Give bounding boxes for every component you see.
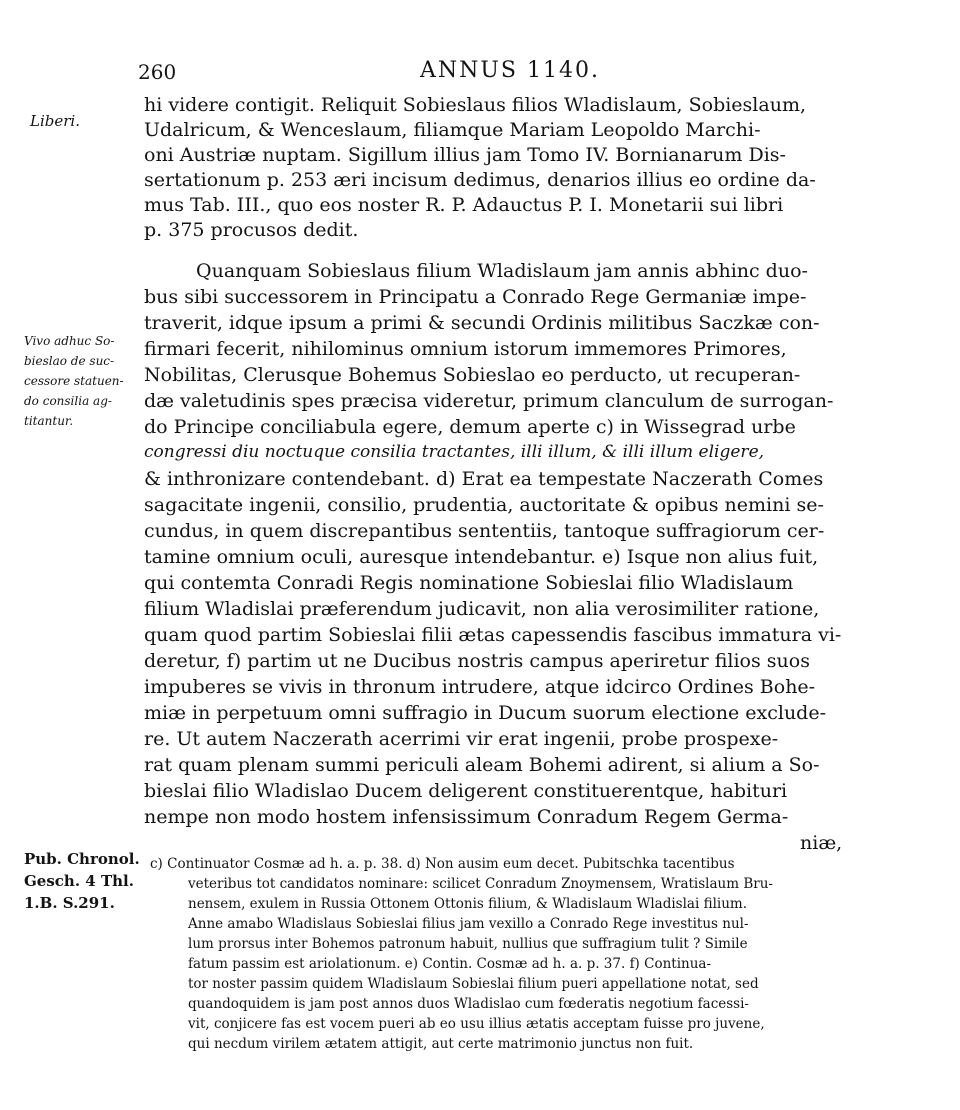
- source-note-line: Pub. Chronol.: [24, 850, 140, 868]
- catchword: niæ,: [800, 832, 843, 854]
- text-line: mus Tab. III., quo eos noster R. P. Adauctus P. I. Monetarii sui libri: [144, 194, 784, 216]
- margin-note-liberi: Liberi.: [30, 112, 80, 130]
- text-line: traverit, idque ipsum a primi & secundi Ordinis militibus Saczkæ con-: [144, 312, 820, 334]
- text-line: miæ in perpetuum omni suffragio in Ducum suorum electione exclude-: [144, 702, 827, 724]
- footnote-line: c) Continuator Cosmæ ad h. a. p. 38. d) Non ausim eum decet. Pubitschka tacentibus: [150, 856, 735, 872]
- text-line: rat quam plenam summi periculi aleam Bohemi adirent, si alium a So-: [144, 754, 820, 776]
- page-number: 260: [138, 60, 177, 84]
- text-line: filium Wladislai præferendum judicavit, non alia verosimiliter ratione,: [144, 598, 820, 620]
- text-line: do Principe conciliabula egere, demum aperte c) in Wissegrad urbe: [144, 416, 796, 438]
- footnote-line: lum prorsus inter Bohemos patronum habuit, nullius que suffragium tulit ? Simile: [188, 936, 748, 952]
- text-line: sagacitate ingenii, consilio, prudentia, auctoritate & opibus nemini se-: [144, 494, 824, 516]
- text-line: oni Austriæ nuptam. Sigillum illius jam Tomo IV. Bornianarum Dis-: [144, 144, 786, 166]
- footnote-line: Anne amabo Wladislaus Sobieslai filius jam vexillo a Conrado Rege investitus nul-: [188, 916, 749, 932]
- margin-note-line: do consilia ag-: [24, 394, 112, 408]
- text-line: firmari fecerit, nihilominus omnium istorum immemores Primores,: [144, 338, 787, 360]
- margin-note-line: bieslao de suc-: [24, 354, 115, 368]
- footnote-line: nensem, exulem in Russia Ottonem Ottonis filium, & Wladislaum Wladislai filium.: [188, 896, 747, 912]
- margin-note-line: titantur.: [24, 414, 74, 428]
- text-line: re. Ut autem Naczerath acerrimi vir erat ingenii, probe prospexe-: [144, 728, 779, 750]
- margin-note-line: cessore statuen-: [24, 374, 124, 388]
- text-line: Quanquam Sobieslaus filium Wladislaum jam annis abhinc duo-: [196, 260, 808, 282]
- footnote-line: quandoquidem is jam post annos duos Wladislao cum fœderatis negotium facessi-: [188, 996, 749, 1012]
- source-note-line: Gesch. 4 Thl.: [24, 872, 134, 890]
- source-note-line: 1.B. S.291.: [24, 894, 115, 912]
- footnote-line: qui necdum virilem ætatem attigit, aut certe matrimonio junctus non fuit.: [188, 1036, 694, 1052]
- text-line: bus sibi successorem in Principatu a Conrado Rege Germaniæ impe-: [144, 286, 807, 308]
- footnote-line: tor noster passim quidem Wladislaum Sobieslai filium pueri appellatione notat, sed: [188, 976, 759, 992]
- margin-note-line: Vivo adhuc So-: [24, 334, 115, 348]
- text-line: impuberes se vivis in thronum intrudere, atque idcirco Ordines Bohe-: [144, 676, 816, 698]
- text-line: Nobilitas, Clerusque Bohemus Sobieslao eo perducto, ut recuperan-: [144, 364, 801, 386]
- text-line: & inthronizare contendebant. d) Erat ea tempestate Naczerath Comes: [144, 468, 824, 490]
- text-line: deretur, f) partim ut ne Ducibus nostris campus aperiretur filios suos: [144, 650, 810, 672]
- footnote-line: vit, conjicere fas est vocem pueri ab eo usu illius ætatis acceptam fuisse pro juvene,: [188, 1016, 765, 1032]
- text-line: bieslai filio Wladislao Ducem deligerent constituerentque, habituri: [144, 780, 788, 802]
- text-line: p. 375 procusos dedit.: [144, 219, 359, 241]
- text-line: quam quod partim Sobieslai filii ætas capessendis fascibus immatura vi-: [144, 624, 842, 646]
- text-line: dæ valetudinis spes præcisa videretur, primum clanculum de surrogan-: [144, 390, 834, 412]
- text-line: hi videre contigit. Reliquit Sobieslaus filios Wladislaum, Sobieslaum,: [144, 94, 806, 116]
- footnote-line: veteribus tot candidatos nominare: scilicet Conradum Znoymensem, Wratislaum Bru-: [188, 876, 773, 892]
- text-line: nempe non modo hostem infensissimum Conradum Regem Germa-: [144, 806, 789, 828]
- text-line: cundus, in quem discrepantibus sententiis, tantoque suffragiorum cer-: [144, 520, 825, 542]
- text-line: tamine omnium oculi, auresque intendebantur. e) Isque non alius fuit,: [144, 546, 819, 568]
- text-line: Udalricum, & Wenceslaum, filiamque Mariam Leopoldo Marchi-: [144, 119, 761, 141]
- text-line: qui contemta Conradi Regis nominatione Sobieslai filio Wladislaum: [144, 572, 794, 594]
- running-title: ANNUS 1140.: [420, 58, 600, 83]
- footnote-line: fatum passim est ariolationum. e) Contin. Cosmæ ad h. a. p. 37. f) Continua-: [188, 956, 712, 972]
- text-line: sertationum p. 253 æri incisum dedimus, denarios illius eo ordine da-: [144, 169, 816, 191]
- text-line: congressi diu noctuque consilia tractantes, illi illum, & illi illum eligere,: [144, 442, 765, 462]
